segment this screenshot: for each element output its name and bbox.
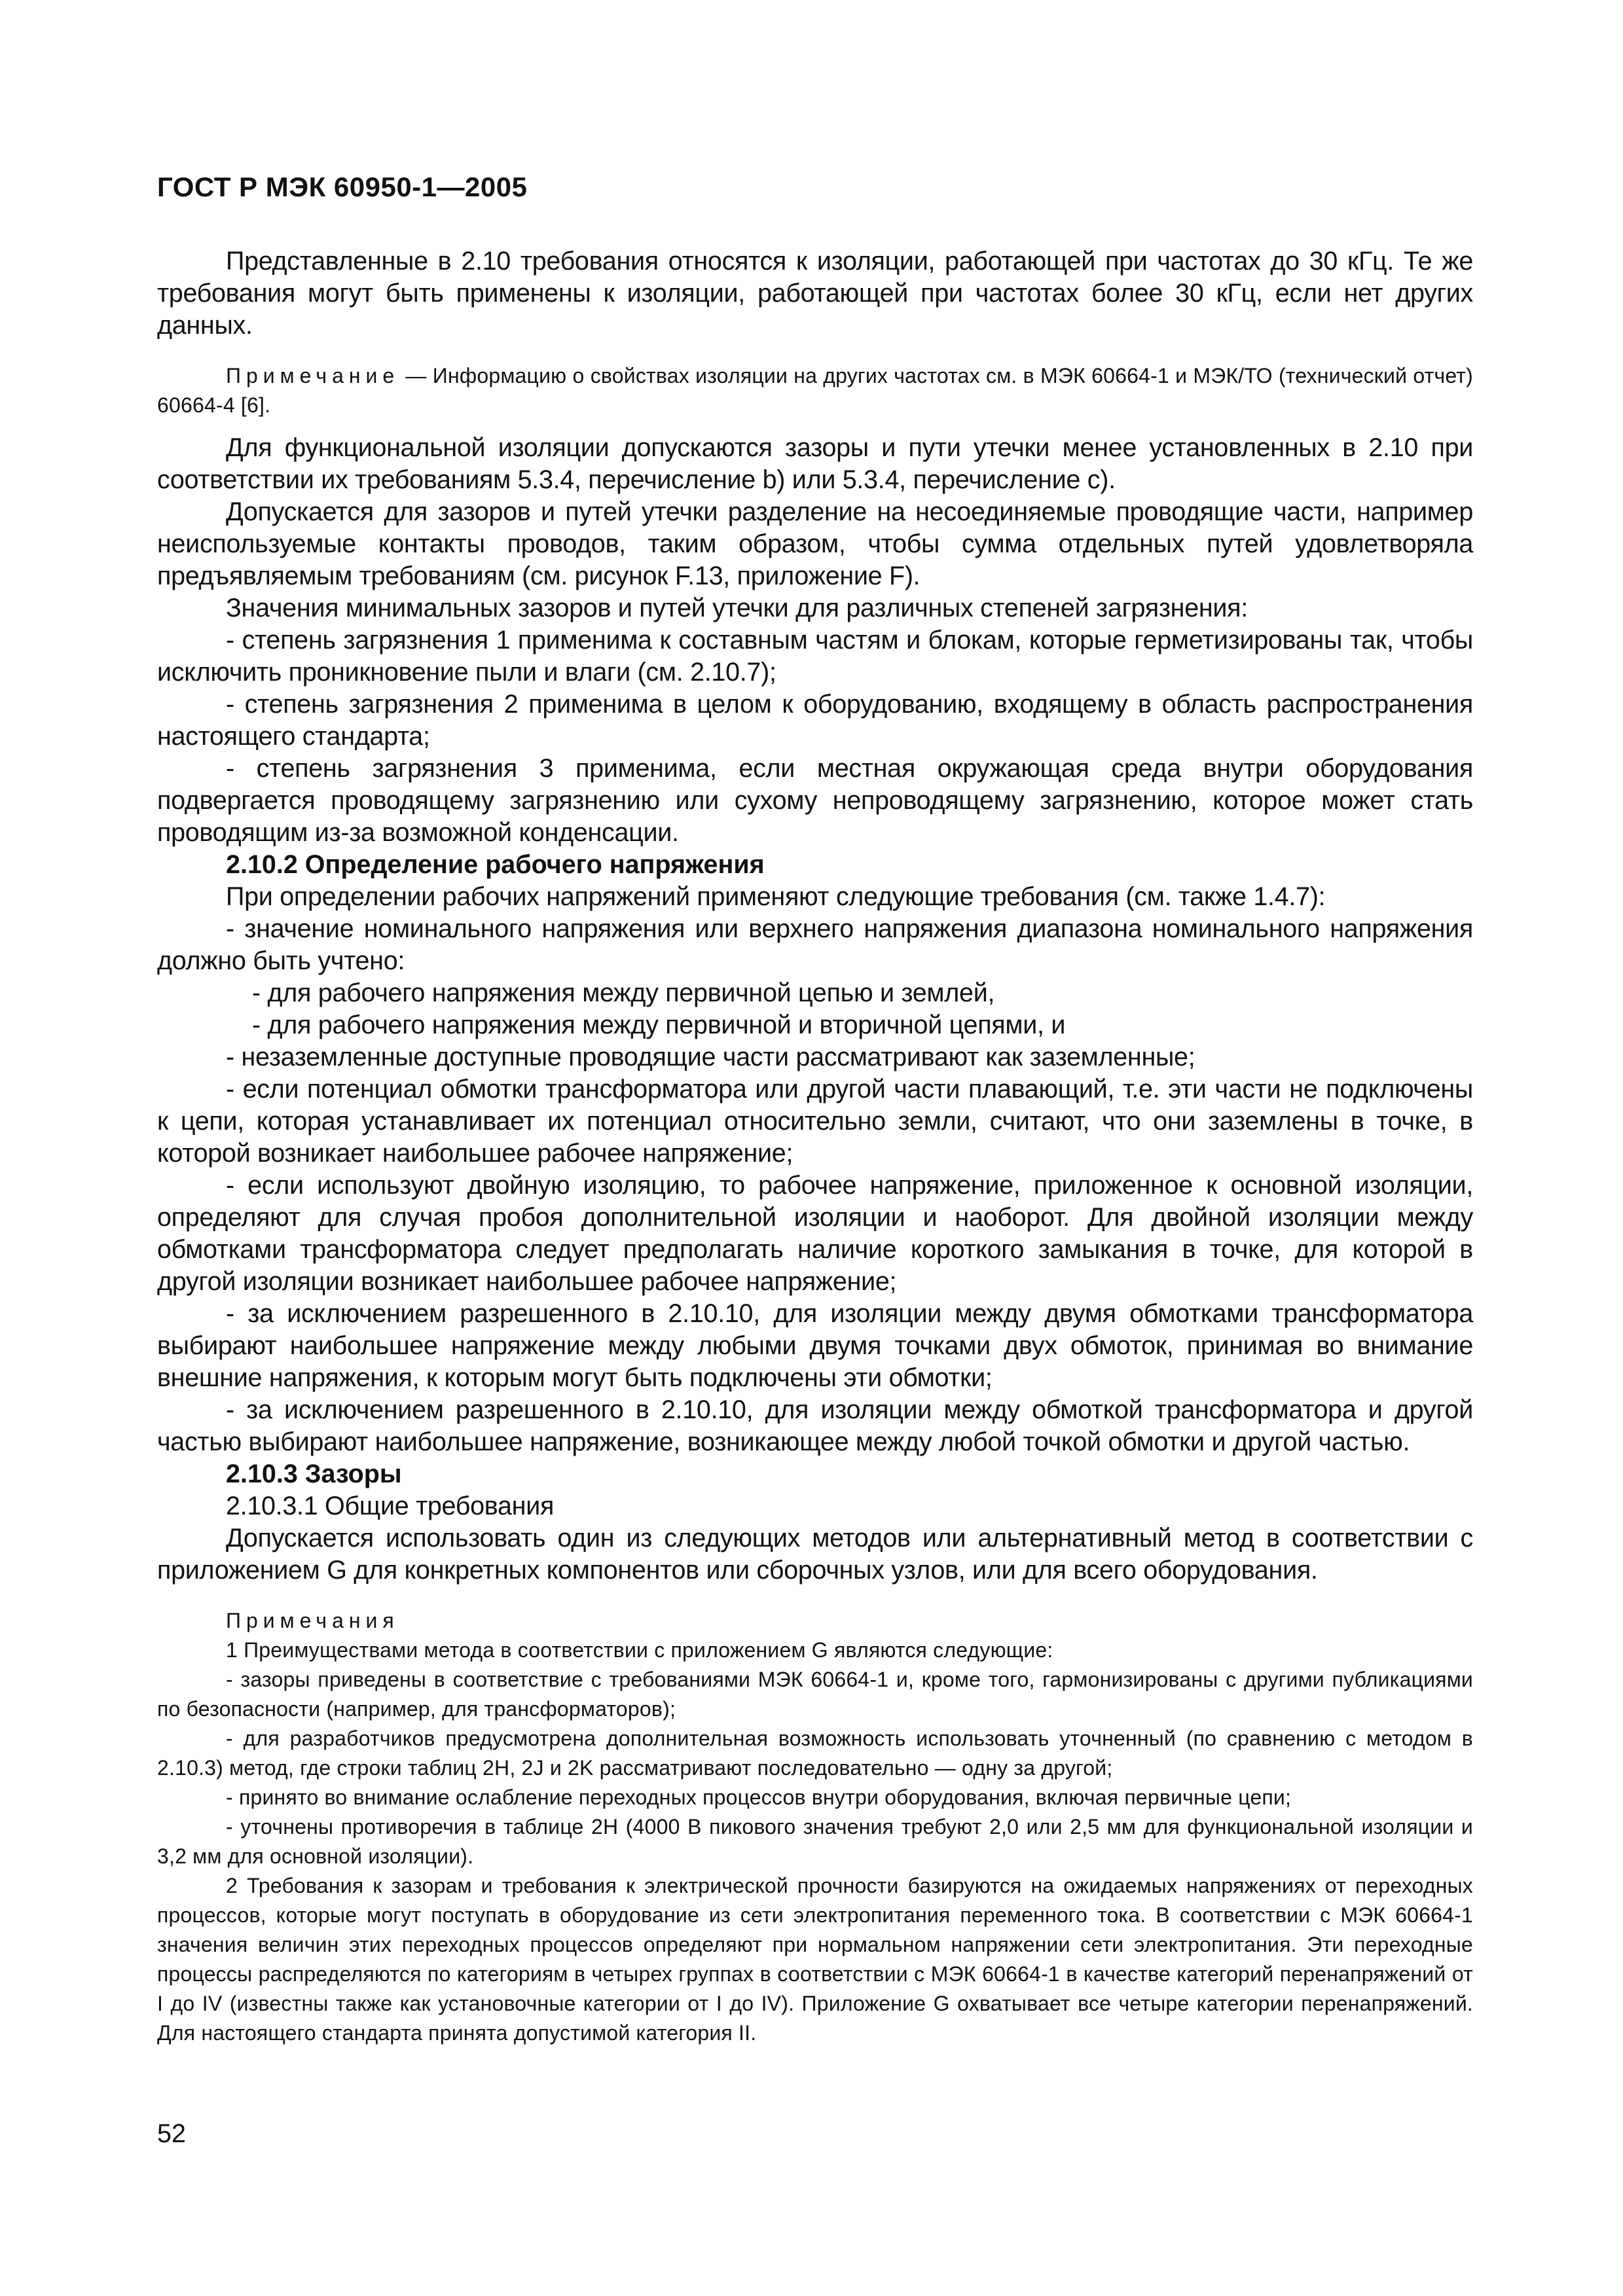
note (157, 361, 1473, 420)
list-item: - степень загрязнения 1 применима к составным частям и блокам, которые герметизированы так, чтобы исключить проникновение пыли и влаги (см. 2.10.7); (157, 626, 1473, 687)
list-item: - если используют двойную изоляцию, то рабочее напряжение, приложенное к основной изоляции, определяют для случая пробоя дополнительной изоляции и наоборот. Для двойной изоляции между обмотками трансформатора следует предполагать наличие короткого замыкания в точке, для которой в другой изоляции возникает наибольшее рабочее напряжение; (157, 1171, 1473, 1296)
note-item: 2 Требования к зазорам и требования к электрической прочности базируются на ожидаемых напряжениях от переходных процессов, которые могут поступать в оборудование из сети электропитания переменного тока. В соответствии с МЭК 60664-1 значения величин этих переходных процессов определяют при нормальном напряжении сети электропитания. Эти переходные процессы распределяются по категориям в четырех группах в соответствии с МЭК 60664-1 в качестве категорий перенапряжений от I до IV (известны также как установочные категории от I до IV). Приложение G охватывает все четыре категории перенапряжений. Для настоящего стандарта принята допустимой категория II. (157, 1874, 1473, 2045)
list-item: - за исключением разрешенного в 2.10.10, для изоляции между двумя обмотками трансформатора выбирают наибольшее напряжение между любыми двумя точками двух обмоток, принимая во внимание внешние напряжения, к которым могут быть подключены эти обмотки; (157, 1299, 1473, 1392)
document-header: ГОСТ Р МЭК 60950-1—2005 (157, 171, 528, 202)
note-item: - для разработчиков предусмотрена дополнительная возможность использовать уточненный (по сравнению с методом в 2.10.3) метод, где строки таблиц 2H, 2J и 2K рассматривают последовательно — одну за другой; (157, 1727, 1473, 1780)
paragraph: Представленные в 2.10 требования относятся к изоляции, работающей при частотах до 30 кГц. Те же требования могут быть применены к изоляции, работающей при частотах более 30 кГц, если нет других данных. (157, 247, 1473, 340)
note-item: - принято во внимание ослабление переходных процессов внутри оборудования, включая первичные цепи; (226, 1785, 1292, 1809)
section-heading: 2.10.2 Определение рабочего напряжения (226, 850, 765, 879)
sub-list-item: - для рабочего напряжения между первичной и вторичной цепями, и (252, 1011, 1066, 1039)
list-item: - степень загрязнения 3 применима, если местная окружающая среда внутри оборудования подвергается проводящему загрязнению или сухому непроводящему загрязнению, которое может стать проводящим из-за возможной конденсации. (157, 754, 1473, 847)
list-item: - значение номинального напряжения или верхнего напряжения диапазона номинального напряжения должно быть учтено: (157, 914, 1473, 975)
paragraph: Для функциональной изоляции допускаются зазоры и пути утечки менее установленных в 2.10 при соответствии их требованиям 5.3.4, перечисление b) или 5.3.4, перечисление с). (157, 433, 1473, 494)
page-number: 52 (157, 2119, 186, 2148)
note-label: Примечание (226, 364, 400, 387)
list-item: - степень загрязнения 2 применима в целом к оборудованию, входящему в область распространения настоящего стандарта; (157, 690, 1473, 751)
document-body (157, 245, 1473, 2048)
subsection-title: 2.10.3.1 Общие требования (226, 1492, 555, 1520)
note-item: 1 Преимуществами метода в соответствии с приложением G являются следующие: (226, 1638, 1053, 1662)
list-item: - если потенциал обмотки трансформатора или другой части плавающий, т.е. эти части не подключены к цепи, которая устанавливает их потенциал относительно земли, считают, что они заземлены в точке, в которой возникает наибольшее рабочее напряжение; (157, 1075, 1473, 1168)
note-item: - уточнены противоречия в таблице 2H (4000 В пикового значения требуют 2,0 или 2,5 мм для функциональной изоляции и 3,2 мм для основной изоляции). (157, 1815, 1473, 1868)
note-text: — Информацию о свойствах изоляции на других частотах см. в МЭК 60664-1 и МЭК/ТО (технический отчет) 60664-4 [6]. (157, 364, 1473, 417)
notes-label: Примечания (226, 1609, 399, 1632)
note-item: - зазоры приведены в соответствие с требованиями МЭК 60664-1 и, кроме того, гармонизированы с другими публикациями по безопасности (например, для трансформаторов); (157, 1668, 1473, 1721)
paragraph: Значения минимальных зазоров и путей утечки для различных степеней загрязнения: (226, 594, 1248, 622)
paragraph: Допускается использовать один из следующих методов или альтернативный метод в соответствии с приложением G для конкретных компонентов или сборочных узлов, или для всего оборудования. (157, 1524, 1473, 1585)
paragraph: Допускается для зазоров и путей утечки разделение на несоединяемые проводящие части, например неиспользуемые контакты проводов, таким образом, чтобы сумма отдельных путей удовлетворяла предъявляемым требованиям (см. рисунок F.13, приложение F). (157, 497, 1473, 590)
section-heading: 2.10.3 Зазоры (226, 1460, 402, 1488)
sub-list-item: - для рабочего напряжения между первичной цепью и землей, (252, 978, 995, 1007)
list-item: - незаземленные доступные проводящие части рассматривают как заземленные; (226, 1043, 1195, 1071)
list-item: - за исключением разрешенного в 2.10.10, для изоляции между обмоткой трансформатора и другой частью выбирают наибольшее напряжение, возникающее между любой точкой обмотки и другой частью. (157, 1395, 1473, 1456)
paragraph: При определении рабочих напряжений применяют следующие требования (см. также 1.4.7): (226, 882, 1326, 911)
